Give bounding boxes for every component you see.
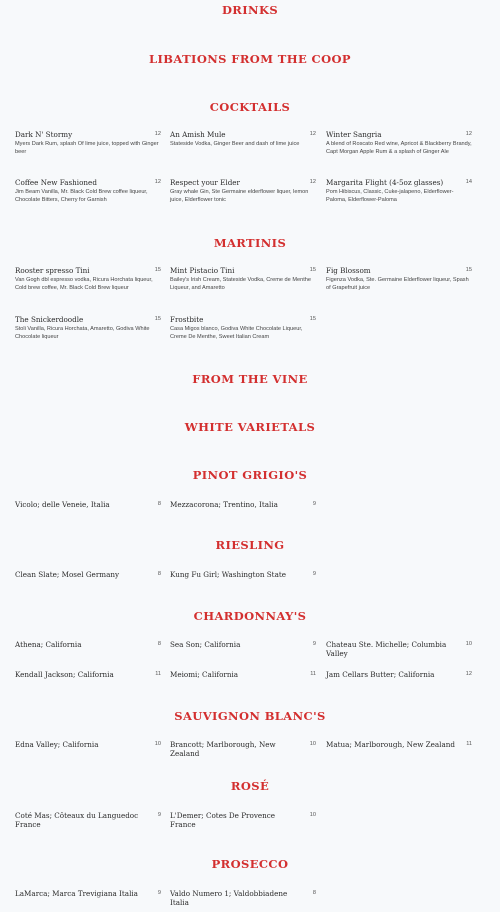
item-price: 15 (154, 316, 161, 322)
item-description: Gray whale Gin, Ste Germaine elderflower liquer, lemon juice, Elderflower tonic (170, 189, 309, 203)
item-name: Edna Valley; California (15, 740, 99, 749)
menu-item (170, 315, 316, 341)
section-title-chardonnay: CHARDONNAY'S (193, 609, 307, 623)
item-description: Bailey's Irish Cream, Stateside Vodka, Creme de Menthe Liqueur, and Amaretto (170, 277, 311, 291)
menu-item (170, 811, 316, 829)
menu-item (170, 178, 316, 204)
menu-item (170, 130, 316, 148)
item-description: A blend of Roscato Red wine, Apricot & Blackberry Brandy, Capt Morgan Apple Rum & a splash of Ginger Ale (326, 141, 472, 155)
menu-item (15, 570, 161, 579)
item-name: An Amish Mule (170, 130, 226, 139)
item-price: 8 (157, 571, 161, 577)
menu-item (326, 130, 472, 156)
item-price: 9 (312, 571, 316, 577)
item-description: Van Gogh dbl espresso vodka, Ricura Horchata liqueur, Cold brew coffee, Mr. Black Cold Brew liqueur (15, 277, 153, 291)
section-title-martinis: MARTINIS (213, 236, 287, 250)
menu-item (15, 740, 161, 749)
item-name: LaMarca; Marca Trevigiana Italia (15, 889, 138, 898)
item-name: Brancott; Marlborough, New Zealand (170, 740, 276, 758)
item-price: 11 (466, 741, 472, 747)
menu-item (15, 889, 161, 898)
item-price: 8 (157, 501, 161, 507)
menu-item (15, 178, 161, 204)
menu-item (170, 570, 316, 579)
item-price: 10 (309, 741, 316, 747)
item-name: Mezzacorona; Trentino, Italia (170, 500, 278, 509)
item-price: 15 (309, 316, 316, 322)
item-name: Fig Blossom (326, 266, 371, 275)
item-price: 14 (465, 179, 472, 185)
menu-item (170, 266, 316, 292)
item-name: Coffee New Fashioned (15, 178, 97, 187)
menu-item (326, 178, 472, 204)
item-name: Kung Fu Girl; Washington State (170, 570, 286, 579)
item-name: Athena; California (15, 640, 82, 649)
menu-item (170, 889, 316, 907)
section-title-from-the-vine: FROM THE VINE (192, 372, 308, 386)
item-price: 12 (309, 179, 316, 185)
item-description: Stoli Vanilla, Ricura Horchata, Amaretto, Godiva White Chocolate liqueur (15, 326, 150, 340)
menu-item (326, 640, 472, 658)
item-price: 10 (309, 812, 316, 818)
item-price: 9 (312, 501, 316, 507)
item-price: 10 (465, 641, 472, 647)
item-price: 15 (154, 267, 161, 273)
section-title-sauvignon-blanc: SAUVIGNON BLANC'S (174, 709, 326, 723)
item-price: 12 (465, 131, 472, 137)
item-name: Sea Son; California (170, 640, 241, 649)
item-price: 9 (312, 641, 316, 647)
item-name: Frostbite (170, 315, 204, 324)
item-name: Jam Cellars Butter; California (326, 670, 435, 679)
menu-item (15, 500, 161, 509)
item-price: 11 (310, 671, 316, 677)
item-name: Kendall Jackson; California (15, 670, 114, 679)
item-name: Chateau Ste. Michelle; Columbia Valley (326, 640, 447, 658)
item-name: Mint Pistacio Tini (170, 266, 235, 275)
item-price: 8 (312, 890, 316, 896)
item-description: Figenza Vodka, Ste. Germaine Elderflower liqueur, Spash of Grapefruit juice (326, 277, 469, 291)
menu-item (15, 266, 161, 292)
menu-item (326, 670, 472, 679)
item-description: Casa Migos blanco, Godiva White Chocolate Liqueur, Creme De Menthe, Sweet Italian Cream (170, 326, 303, 340)
item-price: 12 (154, 179, 161, 185)
menu-item (170, 740, 316, 758)
item-price: 12 (309, 131, 316, 137)
item-name: Coté Mas; Côteaux du Languedoc France (15, 811, 139, 829)
section-title-riesling: RIESLING (215, 538, 285, 552)
item-price: 11 (155, 671, 161, 677)
section-title-rose: ROSÉ (230, 779, 270, 793)
item-name: Dark N' Stormy (15, 130, 73, 139)
menu-item (15, 670, 161, 679)
section-title-cocktails: COCKTAILS (209, 100, 291, 114)
section-title-prosecco: PROSECCO (211, 857, 289, 871)
item-description: Pom Hibiscus, Classic, Cuke-jalapeno, Elderflower-Paloma, Elderflower-Paloma (326, 189, 454, 203)
section-title-libations: LIBATIONS FROM THE COOP (149, 52, 351, 66)
menu-item (326, 266, 472, 292)
item-name: The Snickerdoodle (15, 315, 84, 324)
item-price: 9 (157, 890, 161, 896)
item-description: Jim Beam Vanilla, Mr. Black Cold Brew coffee liqueur, Chocolate Bitters, Cherry for Garnish (15, 189, 148, 203)
item-description: Myers Dark Rum, splash Of lime juice, topped with Ginger beer (15, 141, 159, 155)
item-name: Valdo Numero 1; Valdobbiadene Italia (170, 889, 288, 907)
item-name: Vicolo; delle Veneie, Italia (15, 500, 110, 509)
item-price: 12 (465, 671, 472, 677)
item-description: Stateside Vodka, Ginger Beer and dash of lime juice (170, 141, 300, 147)
menu-item (170, 640, 316, 649)
section-title-pinot-grigio: PINOT GRIGIO'S (192, 468, 308, 482)
item-name: Matua; Marlborough, New Zealand (326, 740, 455, 749)
item-price: 9 (157, 812, 161, 818)
item-price: 12 (154, 131, 161, 137)
item-price: 15 (465, 267, 472, 273)
menu-item (326, 740, 472, 749)
item-price: 15 (309, 267, 316, 273)
item-name: Margarita Flight (4-5oz glasses) (326, 178, 444, 187)
item-name: Winter Sangria (326, 130, 382, 139)
item-name: Respect your Elder (170, 178, 240, 187)
item-name: L'Demer; Cotes De Provence France (170, 811, 276, 829)
menu-item (170, 500, 316, 509)
section-title-white-varietals: WHITE VARIETALS (184, 420, 316, 434)
menu-item (15, 315, 161, 341)
menu-item (15, 130, 161, 156)
item-name: Meiomi; California (170, 670, 239, 679)
menu-item (15, 811, 161, 829)
item-price: 10 (154, 741, 161, 747)
item-price: 8 (157, 641, 161, 647)
item-name: Clean Slate; Mosel Germany (15, 570, 120, 579)
menu-item (15, 640, 161, 649)
menu-item (170, 670, 316, 679)
item-name: Rooster spresso Tini (15, 266, 90, 275)
section-title-drinks: DRINKS (221, 3, 279, 17)
